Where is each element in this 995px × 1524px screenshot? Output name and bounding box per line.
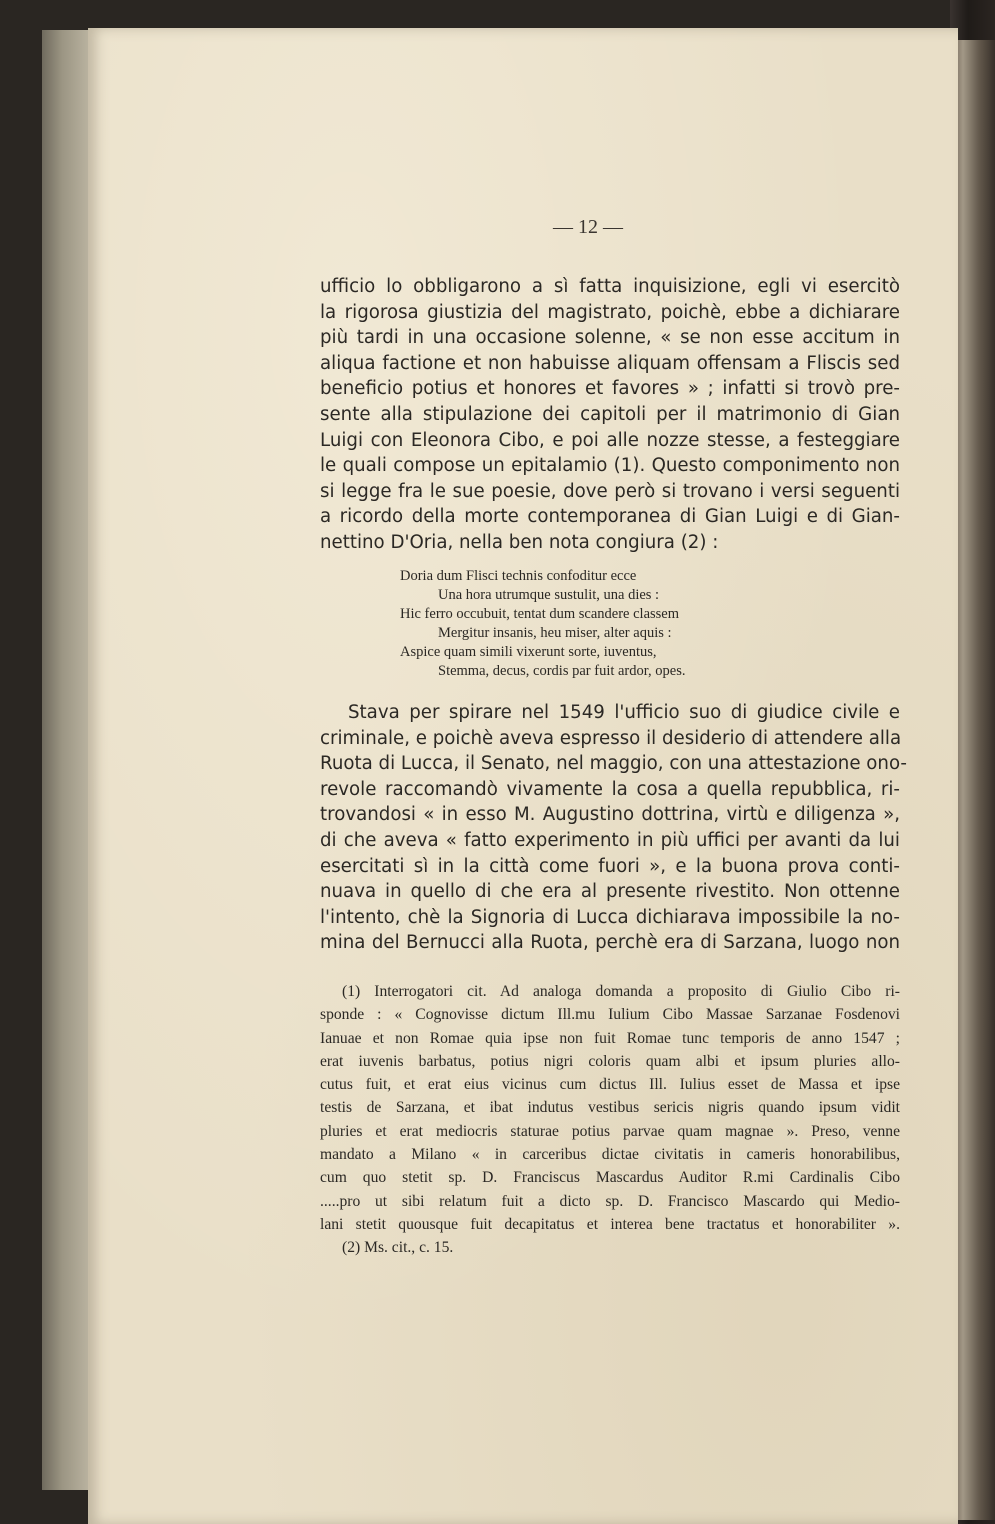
footnotes (320, 980, 900, 1260)
text-line: ufficio lo obbligarono a sì fatta inquisizione, egli vi esercitò (320, 276, 900, 297)
text-line: sente alla stipulazione dei capitoli per il matrimonio di Gian (320, 403, 900, 425)
text-line: criminale, e poichè aveva espresso il desiderio di attendere alla (320, 727, 902, 749)
poem-verse: Doria dum Flisci technis confoditur ecce (400, 568, 637, 584)
text-line: aliqua factione et non habuisse aliquam offensam a Fliscis sed (320, 352, 900, 374)
text-line: a ricordo della morte contemporanea di Gian Luigi e di Gian- (320, 506, 900, 528)
text-line: la rigorosa giustizia del magistrato, poichè, ebbe a dichiarare (320, 301, 900, 323)
paragraph-1 (320, 274, 900, 556)
text-line: Luigi con Eleonora Cibo, e poi alle nozze stesse, a festeggiare (320, 429, 900, 451)
text-line: trovandosi « in esso M. Augustino dottrina, virtù e diligenza », (320, 804, 900, 826)
footnote-line: testis de Sarzana, et ibat indutus vestibus sericis nigris quando ipsum vidit (320, 1099, 900, 1117)
footnote-line: lani stetit quousque fuit decapitatus et interea bene tractatus et honorabiliter ». (320, 1215, 900, 1233)
footnote-line: sponde : « Cognovisse dictum Ill.mu Iulium Cibo Massae Sarzanae Fosdenovi (320, 1006, 900, 1024)
text-line: di che aveva « fatto experimento in più uffici per avanti da lui (320, 829, 900, 851)
footnote-line: pluries et erat mediocris staturae potius parvae quam magnae ». Preso, venne (320, 1122, 900, 1140)
page-number: — 12 — (553, 216, 623, 238)
text-line: Ruota di Lucca, il Senato, nel maggio, con una attestazione ono- (320, 753, 907, 775)
footnote-line: .....pro ut sibi relatum fuit a dicto sp. D. Francisco Mascardo qui Medio- (320, 1192, 900, 1210)
text-line: mina del Bernucci alla Ruota, perchè era di Sarzana, luogo non (320, 932, 900, 954)
text-line: nuava in quello di che era al presente rivestito. Non ottenne (320, 881, 900, 903)
text-line: beneficio potius et honores et favores » ; infatti si trovò pre- (320, 378, 900, 400)
poem-verse: Aspice quam simili vixerunt sorte, iuventus, (400, 644, 657, 660)
latin-poem (400, 567, 820, 681)
book-spine-edge (42, 30, 92, 1490)
poem-verse: Mergitur insanis, heu miser, alter aquis : (438, 625, 672, 641)
text-line: nettino D'Oria, nella ben nota congiura (2) : (320, 531, 719, 553)
poem-verse: Una hora utrumque sustulit, una dies : (438, 587, 660, 603)
text-line: revole raccomandò vivamente la cosa a quella repubblica, ri- (320, 778, 900, 800)
text-line: le quali compose un epitalamio (1). Questo componimento non (320, 455, 900, 477)
text-line: Stava per spirare nel 1549 l'ufficio suo di giudice civile e (348, 702, 900, 723)
next-page-edge (955, 40, 995, 1520)
footnote-line: erat iuvenis barbatus, potius nigri coloris quam albi et ipsum pluries allo- (320, 1052, 900, 1070)
footnote-line: cutus fuit, et erat eius vicinus cum dictus Ill. Iulius esset de Massa et ipse (320, 1076, 900, 1094)
footnote-line: (1) Interrogatori cit. Ad analoga domanda a proposito di Giulio Cibo ri- (342, 983, 900, 1000)
text-line: esercitati sì in la città come fuori », e la buona prova conti- (320, 855, 900, 877)
text-line: si legge fra le sue poesie, dove però si trovano i versi seguenti (320, 480, 900, 502)
footnote-line: Ianuae et non Romae quia ipse non fuit Romae tunc temporis de anno 1547 ; (320, 1029, 900, 1047)
text-line: più tardi in una occasione solenne, « se non esse accitum in (320, 327, 900, 349)
book-page (88, 28, 958, 1524)
poem-verse: Stemma, decus, cordis par fuit ardor, opes. (438, 663, 686, 679)
poem-verse: Hic ferro occubuit, tentat dum scandere classem (400, 606, 680, 622)
paragraph-2 (320, 700, 907, 956)
footnote-line: cum quo stetit sp. D. Franciscus Mascardus Auditor R.mi Cardinalis Cibo (320, 1169, 900, 1187)
footnote-line: (2) Ms. cit., c. 15. (342, 1239, 454, 1257)
text-line: l'intento, chè la Signoria di Lucca dichiarava impossibile la no- (320, 906, 900, 928)
footnote-line: mandato a Milano « in carceribus dictae civitatis in cameris honorabilibus, (320, 1146, 900, 1164)
